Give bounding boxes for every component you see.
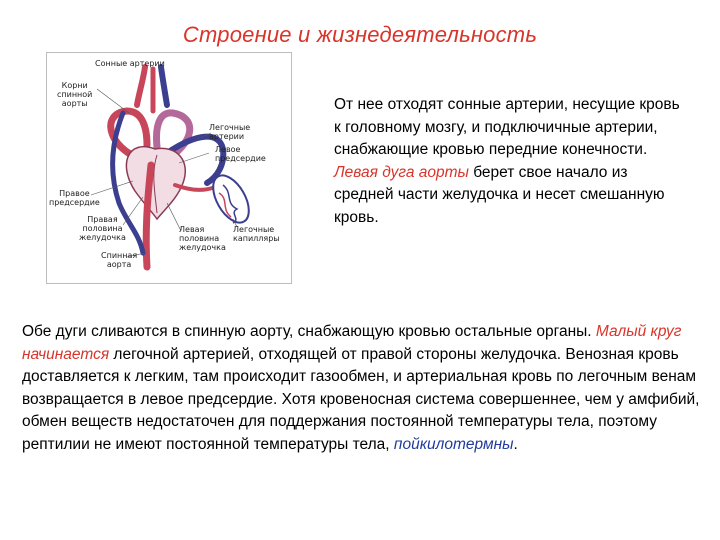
bottom-paragraph: [22, 321, 702, 456]
right-text-intro: От нее отходят сонные артерии, несущие кровь к головному мозгу, и подключичные артерии, снабжающие кровью передние конечности.: [334, 96, 680, 158]
bottom-text-part1: Обе дуги сливаются в спинную аорту, снабжающую кровью остальные органы.: [22, 323, 596, 340]
carotid-artery-right: [161, 67, 167, 105]
label-left-atrium: Левое предсердие: [215, 145, 266, 163]
label-carotid-arteries: Сонные артерии: [95, 59, 165, 68]
label-dorsal-aorta: Спинная аорта: [101, 251, 138, 269]
pulmonary-circuit-term: Малый круг начинается: [22, 323, 682, 363]
carotid-artery-left: [137, 67, 145, 105]
bottom-text-part2: легочной артерией, отходящей от правой стороны желудочка. Венозная кровь доставляется к легким, там происходит газообмен, и артериальная кровь по легочным венам возвращается в левое предсердие. Хотя кровеносная система совершеннее, чем у амфибий, обмен веществ недостаточен для поддержания постоянной температуры тела, поэтому рептилии не имеют постоянной температуры тела,: [22, 345, 700, 453]
label-left-ventricle: Левая половина желудочка: [179, 225, 226, 252]
poikilotherm-term: пойкилотермны: [393, 435, 514, 453]
label-pulmonary-arteries: Легочные артерии: [209, 123, 251, 141]
right-paragraph: [334, 94, 684, 229]
page-title: Строение и жизнедеятельность: [182, 22, 538, 47]
dorsal-aorta: [146, 165, 151, 267]
label-aorta-roots: Корни спинной аорты: [57, 81, 93, 108]
label-lung-capillaries: Легочные капилляры: [233, 225, 280, 243]
label-right-ventricle: Правая половина желудочка: [79, 215, 126, 242]
left-aortic-arch-term: Левая дуга аорты: [334, 163, 469, 181]
circulatory-diagram: [46, 52, 292, 284]
label-right-atrium: Правое предсердие: [49, 189, 100, 207]
bottom-text-part3: .: [513, 435, 518, 453]
right-text-rest: берет свое начало из средней части желудочка и несет смешанную кровь.: [334, 163, 665, 226]
